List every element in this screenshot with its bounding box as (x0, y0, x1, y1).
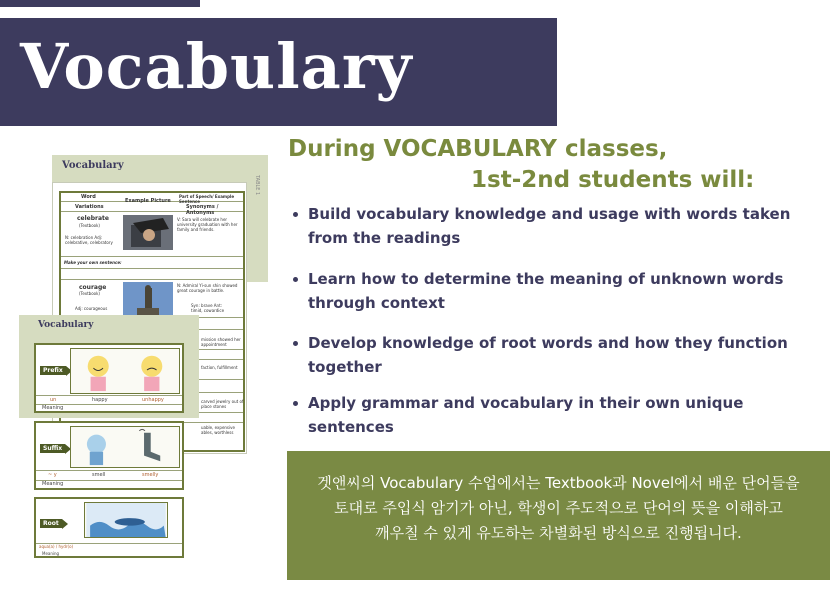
meaning-label: Meaning (42, 405, 64, 411)
suffix-tag: Suffix (40, 444, 65, 453)
col-pos: Part of Speech/ Example Sentence (179, 194, 235, 204)
synonyms: Syn: brave Ant: timid, cowardice (191, 303, 225, 313)
suffix-value: ~ y (48, 472, 57, 478)
word-source: (Textbook) (79, 291, 100, 296)
col-syn: Synonyms / Antonyms (186, 204, 219, 216)
col-word: Word (81, 194, 96, 200)
prefix-word1: happy (92, 397, 108, 403)
example-sentence: V: Sara will celebrate her university graduation with her family and friends. (177, 217, 238, 232)
list-item: Learn how to determine the meaning of unknown words through context (292, 267, 817, 315)
highlighted-word (384, 134, 557, 165)
headline-suffix: classes, (556, 136, 668, 162)
list-item: Apply grammar and vocabulary in their own unique sentences (292, 391, 817, 439)
goals-list (292, 202, 817, 439)
worksheet-header: Vocabulary (62, 160, 124, 171)
root-card (34, 497, 184, 558)
vocab-word: courage (79, 284, 107, 291)
headline-line1 (288, 134, 808, 165)
meaning-label: Meaning (42, 551, 60, 556)
suffix-card (34, 421, 184, 490)
headline-line2: 1st-2nd students will: (471, 167, 755, 193)
highlight-text: VOCABULARY (383, 136, 557, 162)
graduation-picture (123, 215, 173, 250)
side-tab: TABLE 1 (254, 175, 260, 196)
snippet: mission showed her appointment (201, 337, 241, 347)
word-source: (Textbook) (79, 223, 100, 228)
statue-picture (123, 282, 173, 317)
swimmer-picture (84, 502, 168, 538)
list-item: Build vocabulary knowledge and usage with words taken from the readings (292, 202, 817, 250)
snippet: uable, expensive ables, worthless (201, 425, 235, 435)
own-sentence-label: Make your own sentence: (64, 260, 122, 265)
word-variations: N: celebration Adj: celebrative, celebratory (65, 235, 113, 245)
meaning-label: Meaning (42, 481, 64, 487)
top-accent-bar (0, 0, 200, 7)
worksheet2-header: Vocabulary (38, 320, 94, 330)
vocab-word: celebrate (77, 215, 109, 222)
root-tag: Root (40, 519, 62, 528)
root-value: aqua(a) / hydr(o) (39, 544, 74, 549)
korean-line: 겟앤씨의 Vocabulary 수업에서는 Textbook과 Novel에서 배운 단어들을 (317, 474, 800, 492)
suffix-word1: smell (92, 472, 106, 478)
col-picture: Example Picture (125, 198, 171, 204)
example-sentence: N: Admiral Yi-sun shin showed great courage in battle. (177, 283, 238, 293)
smell-picture (70, 426, 180, 468)
headline-prefix: During (288, 136, 384, 162)
page-title: Vocabulary (20, 30, 413, 103)
prefix-tag: Prefix (40, 366, 66, 375)
word-variations: Adj: courageous (75, 306, 108, 311)
list-item: Develop knowledge of root words and how they function together (292, 331, 817, 379)
col-variations: Variations (75, 204, 104, 210)
prefix-value: un (50, 397, 57, 403)
suffix-word2: smelly (142, 472, 159, 478)
headline (288, 134, 808, 196)
happy-faces-picture (70, 348, 180, 394)
snippet: faction, fulfillment (201, 365, 238, 370)
korean-line: 깨우칠 수 있게 유도하는 차별화된 방식으로 진행됩니다. (375, 524, 742, 542)
korean-line: 토대로 주입식 암기가 아닌, 학생이 주도적으로 단어의 뜻을 이해하고 (334, 499, 783, 517)
snippet: carved jewelry out of place stones (201, 399, 244, 409)
prefix-word2: unhappy (142, 397, 164, 403)
prefix-card (34, 343, 184, 413)
korean-description-box (287, 451, 830, 580)
title-banner (0, 18, 557, 126)
